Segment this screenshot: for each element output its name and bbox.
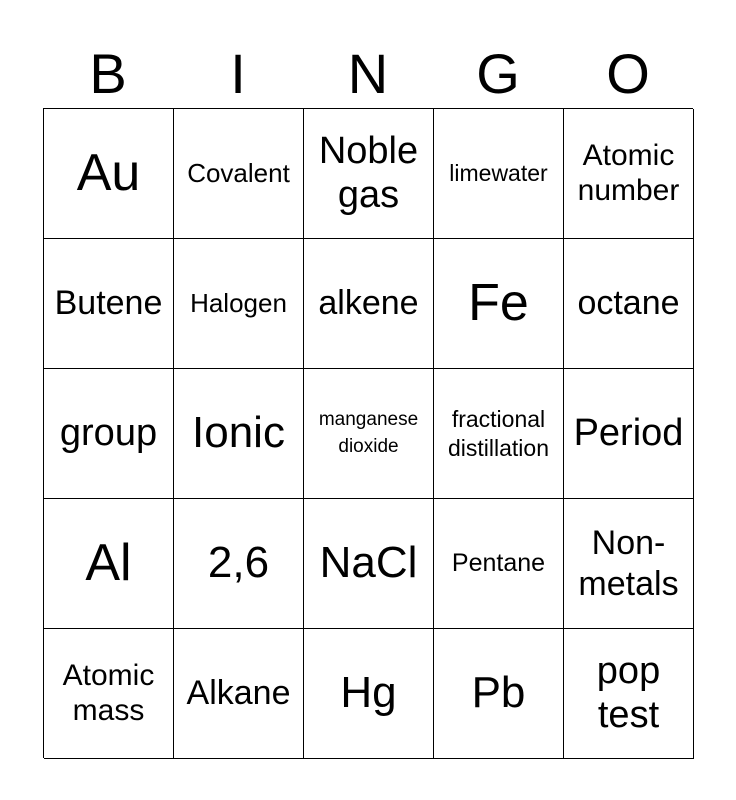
bingo-cell[interactable] [434, 239, 564, 369]
header-letter-i: I [230, 42, 246, 105]
cell-label: Atomic number [577, 139, 680, 207]
cell-label: pop test [596, 649, 661, 736]
cell-label: group [59, 411, 158, 454]
cell-label: Non- metals [578, 523, 679, 603]
cell-label: 2,6 [207, 538, 270, 588]
bingo-header [43, 40, 693, 108]
header-letter-g: G [476, 42, 520, 105]
bingo-cell[interactable] [44, 499, 174, 629]
cell-label: Al [85, 533, 132, 592]
bingo-cell[interactable] [434, 629, 564, 759]
bingo-cell[interactable] [174, 499, 304, 629]
bingo-cell[interactable] [44, 109, 174, 239]
cell-label: Pb [471, 668, 526, 718]
bingo-cell[interactable] [174, 369, 304, 499]
cell-label: Pentane [451, 548, 546, 577]
bingo-cell[interactable] [434, 499, 564, 629]
bingo-cell[interactable] [304, 499, 434, 629]
bingo-cell[interactable] [304, 239, 434, 369]
bingo-cell[interactable] [44, 629, 174, 759]
bingo-cell[interactable] [174, 109, 304, 239]
cell-label: Alkane [186, 674, 291, 713]
bingo-cell[interactable] [564, 109, 694, 239]
bingo-cell[interactable] [564, 629, 694, 759]
cell-label: Butene [54, 284, 163, 323]
cell-label: Hg [340, 668, 397, 718]
bingo-cell[interactable] [44, 239, 174, 369]
cell-label: Halogen [190, 288, 287, 319]
cell-label: octane [577, 284, 680, 323]
cell-label: limewater [449, 160, 548, 187]
cell-label: Period [573, 411, 684, 454]
cell-label: Au [76, 143, 141, 202]
bingo-cell[interactable] [564, 499, 694, 629]
header-letter-b: B [89, 42, 127, 105]
bingo-cell[interactable] [434, 109, 564, 239]
bingo-cell[interactable] [174, 239, 304, 369]
bingo-cell[interactable] [174, 629, 304, 759]
header-letter-o: O [606, 42, 650, 105]
cell-label: alkene [318, 284, 419, 323]
cell-label: Covalent [187, 158, 290, 189]
cell-label: Fe [468, 273, 529, 332]
cell-label: Noble gas [318, 129, 419, 216]
bingo-cell[interactable] [304, 369, 434, 499]
cell-label: manganese dioxide [318, 408, 419, 457]
bingo-cell[interactable] [564, 369, 694, 499]
cell-label: NaCl [319, 538, 418, 588]
cell-label: Atomic mass [62, 659, 155, 727]
bingo-cell[interactable] [564, 239, 694, 369]
bingo-cell[interactable] [304, 109, 434, 239]
bingo-cell[interactable] [44, 369, 174, 499]
cell-label: Ionic [192, 408, 285, 458]
bingo-cell[interactable] [434, 369, 564, 499]
bingo-board [43, 108, 693, 758]
cell-label: fractional distillation [448, 405, 549, 461]
header-letter-n: N [347, 42, 389, 105]
bingo-cell[interactable] [304, 629, 434, 759]
